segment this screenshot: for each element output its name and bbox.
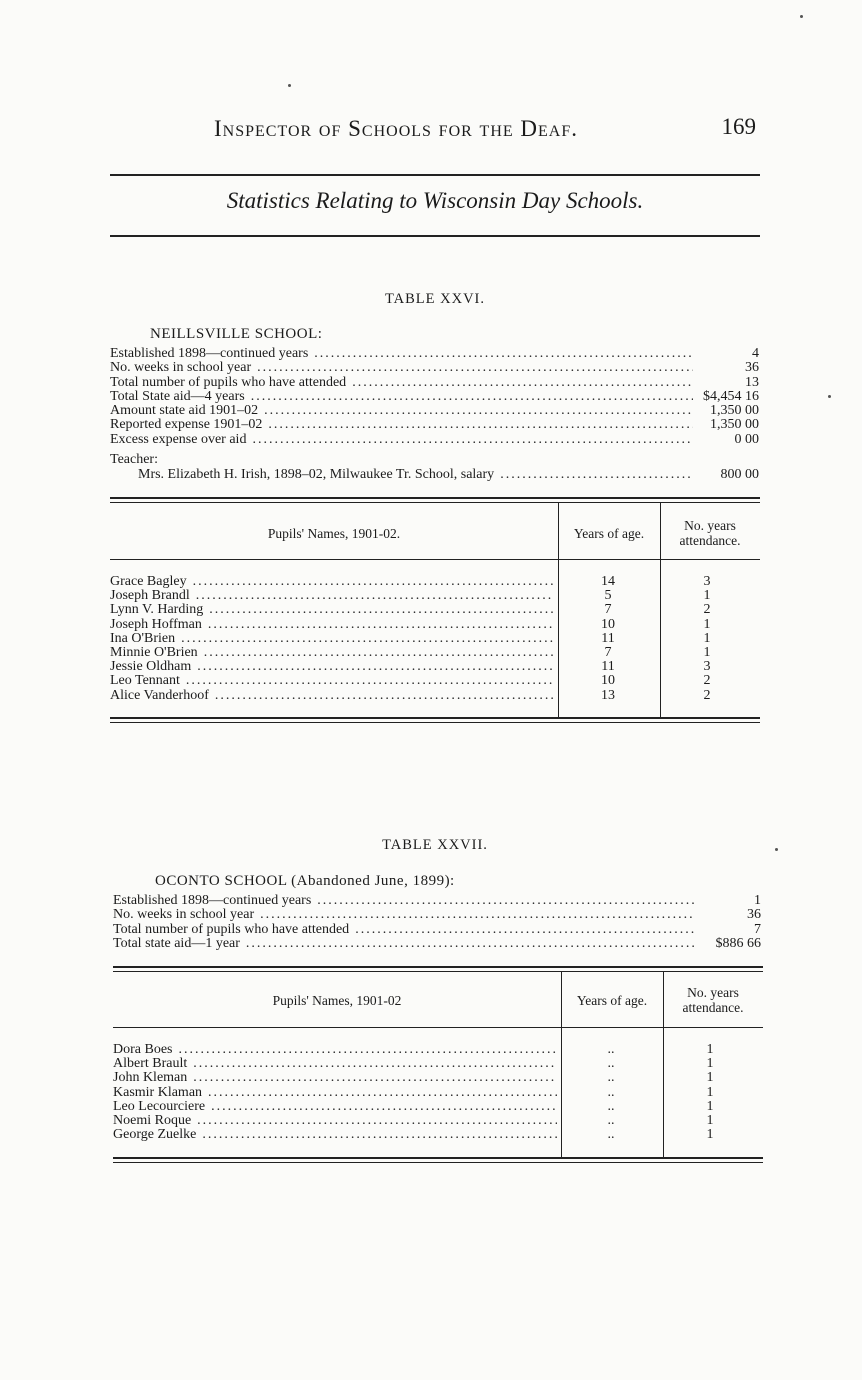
leader-dots	[197, 660, 554, 674]
stat-label: Total state aid—1 year	[113, 935, 240, 951]
stat-row	[110, 376, 759, 390]
stat-value: 1,350 00	[710, 403, 759, 419]
table-rule-top-thin	[110, 502, 760, 503]
running-title: Inspector of Schools for the Deaf.	[214, 116, 578, 141]
pupil-attendance: 1	[703, 644, 711, 660]
table-row	[113, 1086, 763, 1100]
stat-row	[110, 361, 759, 375]
column-header-attendance-line2: attendance.	[682, 1000, 744, 1015]
pupil-name-cell	[110, 632, 558, 646]
table-rule-bottom	[113, 1157, 763, 1159]
pupil-age: 11	[601, 659, 615, 675]
stat-row	[113, 923, 761, 937]
column-header-attendance-line1: No. years	[687, 985, 739, 1000]
pupil-age: ..	[607, 1042, 615, 1057]
pupil-name: Dora Boes	[113, 1042, 173, 1057]
table-row	[110, 674, 760, 688]
pupil-name-cell	[113, 1086, 561, 1100]
stat-label: No. weeks in school year	[113, 907, 255, 923]
pupil-name-cell	[110, 674, 558, 688]
stat-value: 1	[754, 893, 761, 908]
stat-label: Total State aid—4 years	[110, 388, 245, 404]
stat-label: Total number of pupils who have attended	[110, 374, 347, 390]
pupil-attendance: 3	[703, 659, 711, 675]
school-heading: NEILLSVILLE SCHOOL:	[150, 326, 323, 342]
stat-label: Established 1898—continued years	[113, 893, 312, 908]
table-rule-bottom	[110, 717, 760, 719]
school-stats	[110, 347, 759, 447]
header-divider	[113, 1027, 763, 1028]
pupil-name-cell	[110, 603, 558, 617]
page-header	[110, 112, 760, 146]
subtitle-rule	[110, 235, 760, 237]
pupil-age: 11	[601, 630, 615, 646]
pupil-name-cell	[110, 646, 558, 660]
ink-speck	[288, 84, 291, 87]
pupil-attendance: 3	[703, 574, 711, 589]
pupil-age: ..	[607, 1098, 615, 1114]
pupil-attendance: 2	[703, 602, 711, 618]
leader-dots	[204, 646, 554, 660]
stat-value: 1,350 00	[710, 417, 759, 433]
pupil-attendance: 1	[703, 616, 711, 632]
leader-dots	[193, 575, 554, 589]
pupil-name: Kasmir Klaman	[113, 1084, 203, 1100]
pupil-name-cell	[113, 1128, 561, 1142]
pupil-age: 13	[601, 687, 615, 703]
stat-row	[110, 347, 759, 361]
table-rule-top	[110, 497, 760, 499]
table-title: TABLE XXVII.	[382, 837, 488, 853]
pupil-name-cell	[113, 1100, 561, 1114]
stat-value: 0 00	[734, 431, 759, 447]
leader-dots	[268, 418, 693, 432]
table-row	[113, 1100, 763, 1114]
leader-dots	[257, 361, 693, 375]
pupil-attendance: 1	[706, 1127, 714, 1143]
stat-row	[110, 390, 759, 404]
column-header-attendance-line1: No. years	[684, 518, 736, 533]
stat-row	[110, 433, 759, 447]
stat-row	[110, 418, 759, 432]
pupil-name: John Kleman	[113, 1070, 188, 1086]
teacher-salary: 800 00	[720, 467, 759, 482]
stat-value: 13	[745, 374, 759, 390]
pupil-name: Joseph Hoffman	[110, 616, 202, 632]
pupil-name-cell	[110, 660, 558, 674]
pupil-attendance: 1	[703, 588, 711, 604]
pupil-attendance: 1	[703, 630, 711, 646]
pupil-age: ..	[607, 1127, 615, 1143]
table-row	[113, 1114, 763, 1128]
teacher-entry	[138, 467, 759, 483]
leader-dots	[181, 632, 554, 646]
table-rule-top	[113, 966, 763, 968]
table-rule-bottom-thin	[113, 1162, 763, 1163]
header-divider	[110, 559, 760, 560]
column-header-age: Years of age.	[573, 526, 645, 541]
table-row	[113, 1057, 763, 1071]
pupil-name: Jessie Oldham	[110, 659, 192, 675]
pupil-age: 14	[601, 574, 615, 589]
pupil-name: Lynn V. Harding	[110, 602, 204, 618]
pupil-name-cell	[110, 575, 558, 589]
pupil-age: 5	[604, 588, 612, 604]
pupil-age: ..	[607, 1112, 615, 1128]
leader-dots	[196, 589, 554, 603]
column-header-attendance	[660, 518, 760, 548]
page-subtitle: Statistics Relating to Wisconsin Day Schools.	[226, 188, 644, 213]
leader-dots	[317, 894, 695, 908]
table-row	[113, 1128, 763, 1142]
pupil-name: Minnie O'Brien	[110, 644, 198, 660]
table-rule-top-thin	[113, 971, 763, 972]
pupil-attendance: 2	[703, 673, 711, 689]
table-row	[110, 618, 760, 632]
pupil-attendance: 1	[706, 1070, 714, 1086]
stat-label: Excess expense over aid	[110, 431, 247, 447]
pupil-attendance: 2	[703, 687, 711, 703]
table-row	[110, 660, 760, 674]
pupil-name-cell	[113, 1071, 561, 1085]
leader-dots	[314, 347, 693, 361]
stat-label: Established 1898—continued years	[110, 346, 309, 361]
pupil-name: Ina O'Brien	[110, 630, 176, 646]
table-title: TABLE XXVI.	[384, 291, 486, 307]
leader-dots	[193, 1057, 557, 1071]
pupil-age: ..	[607, 1056, 615, 1072]
leader-dots	[208, 1086, 557, 1100]
stat-value: $886 66	[715, 935, 761, 951]
pupil-list	[113, 1043, 763, 1142]
table-row	[113, 1071, 763, 1085]
pupil-age: 10	[601, 673, 615, 689]
leader-dots	[197, 1114, 557, 1128]
stat-row	[113, 894, 761, 908]
stat-label: Reported expense 1901–02	[110, 417, 263, 433]
pupil-attendance: 1	[706, 1042, 714, 1057]
column-header-attendance	[663, 985, 763, 1015]
page-number: 169	[721, 114, 756, 139]
pupil-name: Albert Brault	[113, 1056, 188, 1072]
table-row	[110, 575, 760, 589]
stat-value: 4	[752, 346, 759, 361]
table-rule-bottom-thin	[110, 722, 760, 723]
stat-row	[113, 908, 761, 922]
pupil-name: Joseph Brandl	[110, 588, 190, 604]
leader-dots	[209, 603, 554, 617]
pupil-name: Grace Bagley	[110, 574, 187, 589]
table-row	[110, 603, 760, 617]
pupil-name: Alice Vanderhoof	[110, 687, 209, 703]
ink-speck	[800, 15, 803, 18]
table-row	[110, 589, 760, 603]
pupil-attendance: 1	[706, 1084, 714, 1100]
stat-value: 36	[745, 360, 759, 376]
pupil-list	[110, 575, 760, 703]
pupil-name-cell	[113, 1057, 561, 1071]
pupil-name: Leo Lecourciere	[113, 1098, 206, 1114]
leader-dots	[211, 1100, 557, 1114]
stat-value: 36	[747, 907, 761, 923]
pupil-age: 7	[604, 602, 612, 618]
pupil-name-cell	[110, 589, 558, 603]
pupil-age: ..	[607, 1084, 615, 1100]
school-stats	[113, 894, 761, 951]
pupil-name: Noemi Roque	[113, 1112, 192, 1128]
pupil-name-cell	[113, 1043, 561, 1057]
stat-row	[113, 937, 761, 951]
leader-dots	[208, 618, 554, 632]
table-row	[110, 632, 760, 646]
leader-dots	[260, 908, 695, 922]
teacher-label: Teacher:	[110, 452, 158, 467]
stat-row	[110, 404, 759, 418]
ink-speck	[828, 395, 831, 398]
leader-dots	[186, 674, 554, 688]
stat-label: Amount state aid 1901–02	[110, 403, 259, 419]
column-header-name: Pupils' Names, 1901-02.	[267, 526, 401, 541]
ink-speck	[775, 848, 778, 851]
column-header-attendance-line2: attendance.	[679, 533, 741, 548]
header-rule	[110, 174, 760, 176]
pupil-name-cell	[110, 618, 558, 632]
pupil-name-cell	[110, 689, 558, 703]
stat-label: No. weeks in school year	[110, 360, 252, 376]
stat-label: Total number of pupils who have attended	[113, 921, 350, 937]
column-header-name: Pupils' Names, 1901-02	[272, 993, 402, 1008]
pupil-name: Leo Tennant	[110, 673, 180, 689]
pupil-attendance: 1	[706, 1112, 714, 1128]
pupil-age: 7	[604, 644, 612, 660]
leader-dots	[193, 1071, 557, 1085]
leader-dots	[179, 1043, 558, 1057]
leader-dots	[500, 467, 693, 483]
pupil-name-cell	[113, 1114, 561, 1128]
table-row	[113, 1043, 763, 1057]
leader-dots	[251, 390, 693, 404]
pupil-attendance: 1	[706, 1098, 714, 1114]
leader-dots	[202, 1128, 557, 1142]
leader-dots	[355, 923, 695, 937]
leader-dots	[352, 376, 693, 390]
pupil-name: George Zuelke	[113, 1127, 197, 1143]
column-header-age: Years of age.	[576, 993, 648, 1008]
teacher-name: Mrs. Elizabeth H. Irish, 1898–02, Milwaukee Tr. School, salary	[138, 467, 495, 482]
pupil-age: ..	[607, 1070, 615, 1086]
table-row	[110, 689, 760, 703]
leader-dots	[246, 937, 695, 951]
stat-value: 7	[754, 921, 761, 937]
school-heading: OCONTO SCHOOL (Abandoned June, 1899):	[155, 873, 455, 889]
leader-dots	[264, 404, 693, 418]
leader-dots	[215, 689, 554, 703]
table-row	[110, 646, 760, 660]
pupil-attendance: 1	[706, 1056, 714, 1072]
stat-value: $4,454 16	[703, 388, 759, 404]
leader-dots	[252, 433, 693, 447]
pupil-age: 10	[601, 616, 615, 632]
